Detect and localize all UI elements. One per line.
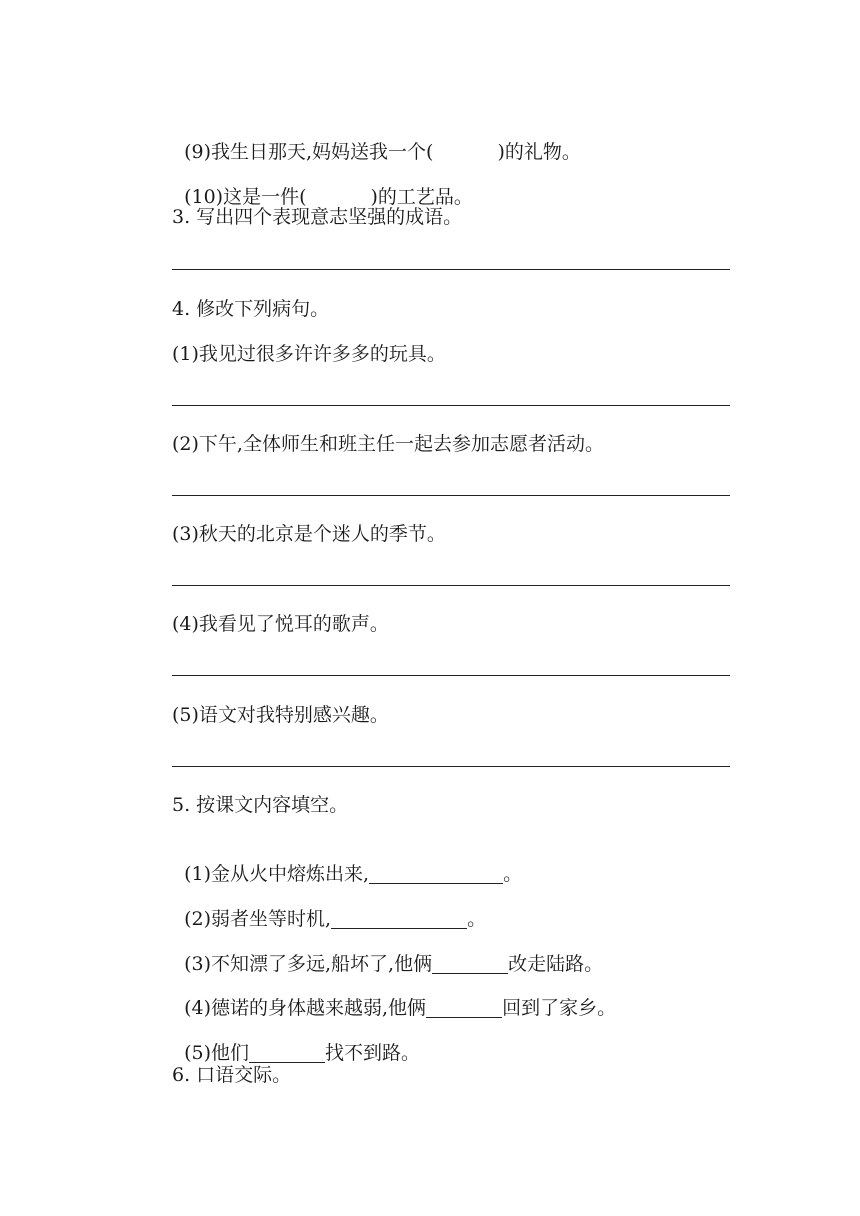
question-5-5 xyxy=(172,1017,420,1065)
question-6-heading: 6. 口语交际。 xyxy=(172,1064,292,1086)
answer-line-q4-5[interactable] xyxy=(172,766,730,767)
fill-blank[interactable] xyxy=(331,908,467,929)
question-text: 找不到路。 xyxy=(325,1042,421,1064)
question-text: 。 xyxy=(503,863,523,885)
question-2-9 xyxy=(172,116,581,164)
question-5-1 xyxy=(172,838,522,886)
question-4-1: (1)我见过很多许许多多的玩具。 xyxy=(172,343,446,365)
question-text: (3)不知漂了多远,船坏了,他俩 xyxy=(184,953,433,975)
fill-blank[interactable] xyxy=(426,997,502,1018)
fill-blank[interactable] xyxy=(432,953,508,974)
fill-blank[interactable] xyxy=(369,863,503,884)
question-text: 。 xyxy=(467,908,487,930)
question-text: )的工艺品。 xyxy=(370,186,473,208)
question-text: (5)他们 xyxy=(184,1042,250,1064)
question-text: (4)德诺的身体越来越弱,他俩 xyxy=(184,997,427,1019)
question-text: (2)弱者坐等时机, xyxy=(184,908,332,930)
question-5-4 xyxy=(172,972,616,1020)
question-text: )的礼物。 xyxy=(497,141,581,163)
answer-line-q4-3[interactable] xyxy=(172,585,730,586)
question-text: 改走陆路。 xyxy=(508,953,604,975)
question-text: (10)这是一件( xyxy=(184,186,307,208)
question-text: (9)我生日那天,妈妈送我一个( xyxy=(184,141,434,163)
question-4-3: (3)秋天的北京是个迷人的季节。 xyxy=(172,523,446,545)
question-5-2 xyxy=(172,883,486,931)
answer-line-q4-1[interactable] xyxy=(172,405,730,406)
question-4-4: (4)我看见了悦耳的歌声。 xyxy=(172,613,389,635)
answer-line-q3[interactable] xyxy=(172,269,730,270)
question-5-3 xyxy=(172,928,603,976)
question-5-heading: 5. 按课文内容填空。 xyxy=(172,794,349,816)
answer-line-q4-2[interactable] xyxy=(172,495,730,496)
question-text: 回到了家乡。 xyxy=(502,997,617,1019)
question-3-heading: 3. 写出四个表现意志坚强的成语。 xyxy=(172,206,463,228)
question-text: (1)金从火中熔炼出来, xyxy=(184,863,370,885)
question-4-2: (2)下午,全体师生和班主任一起去参加志愿者活动。 xyxy=(172,433,604,455)
question-4-5: (5)语文对我特别感兴趣。 xyxy=(172,704,389,726)
fill-blank[interactable] xyxy=(249,1042,325,1063)
answer-line-q4-4[interactable] xyxy=(172,675,730,676)
question-2-10 xyxy=(172,161,473,209)
question-4-heading: 4. 修改下列病句。 xyxy=(172,298,330,320)
